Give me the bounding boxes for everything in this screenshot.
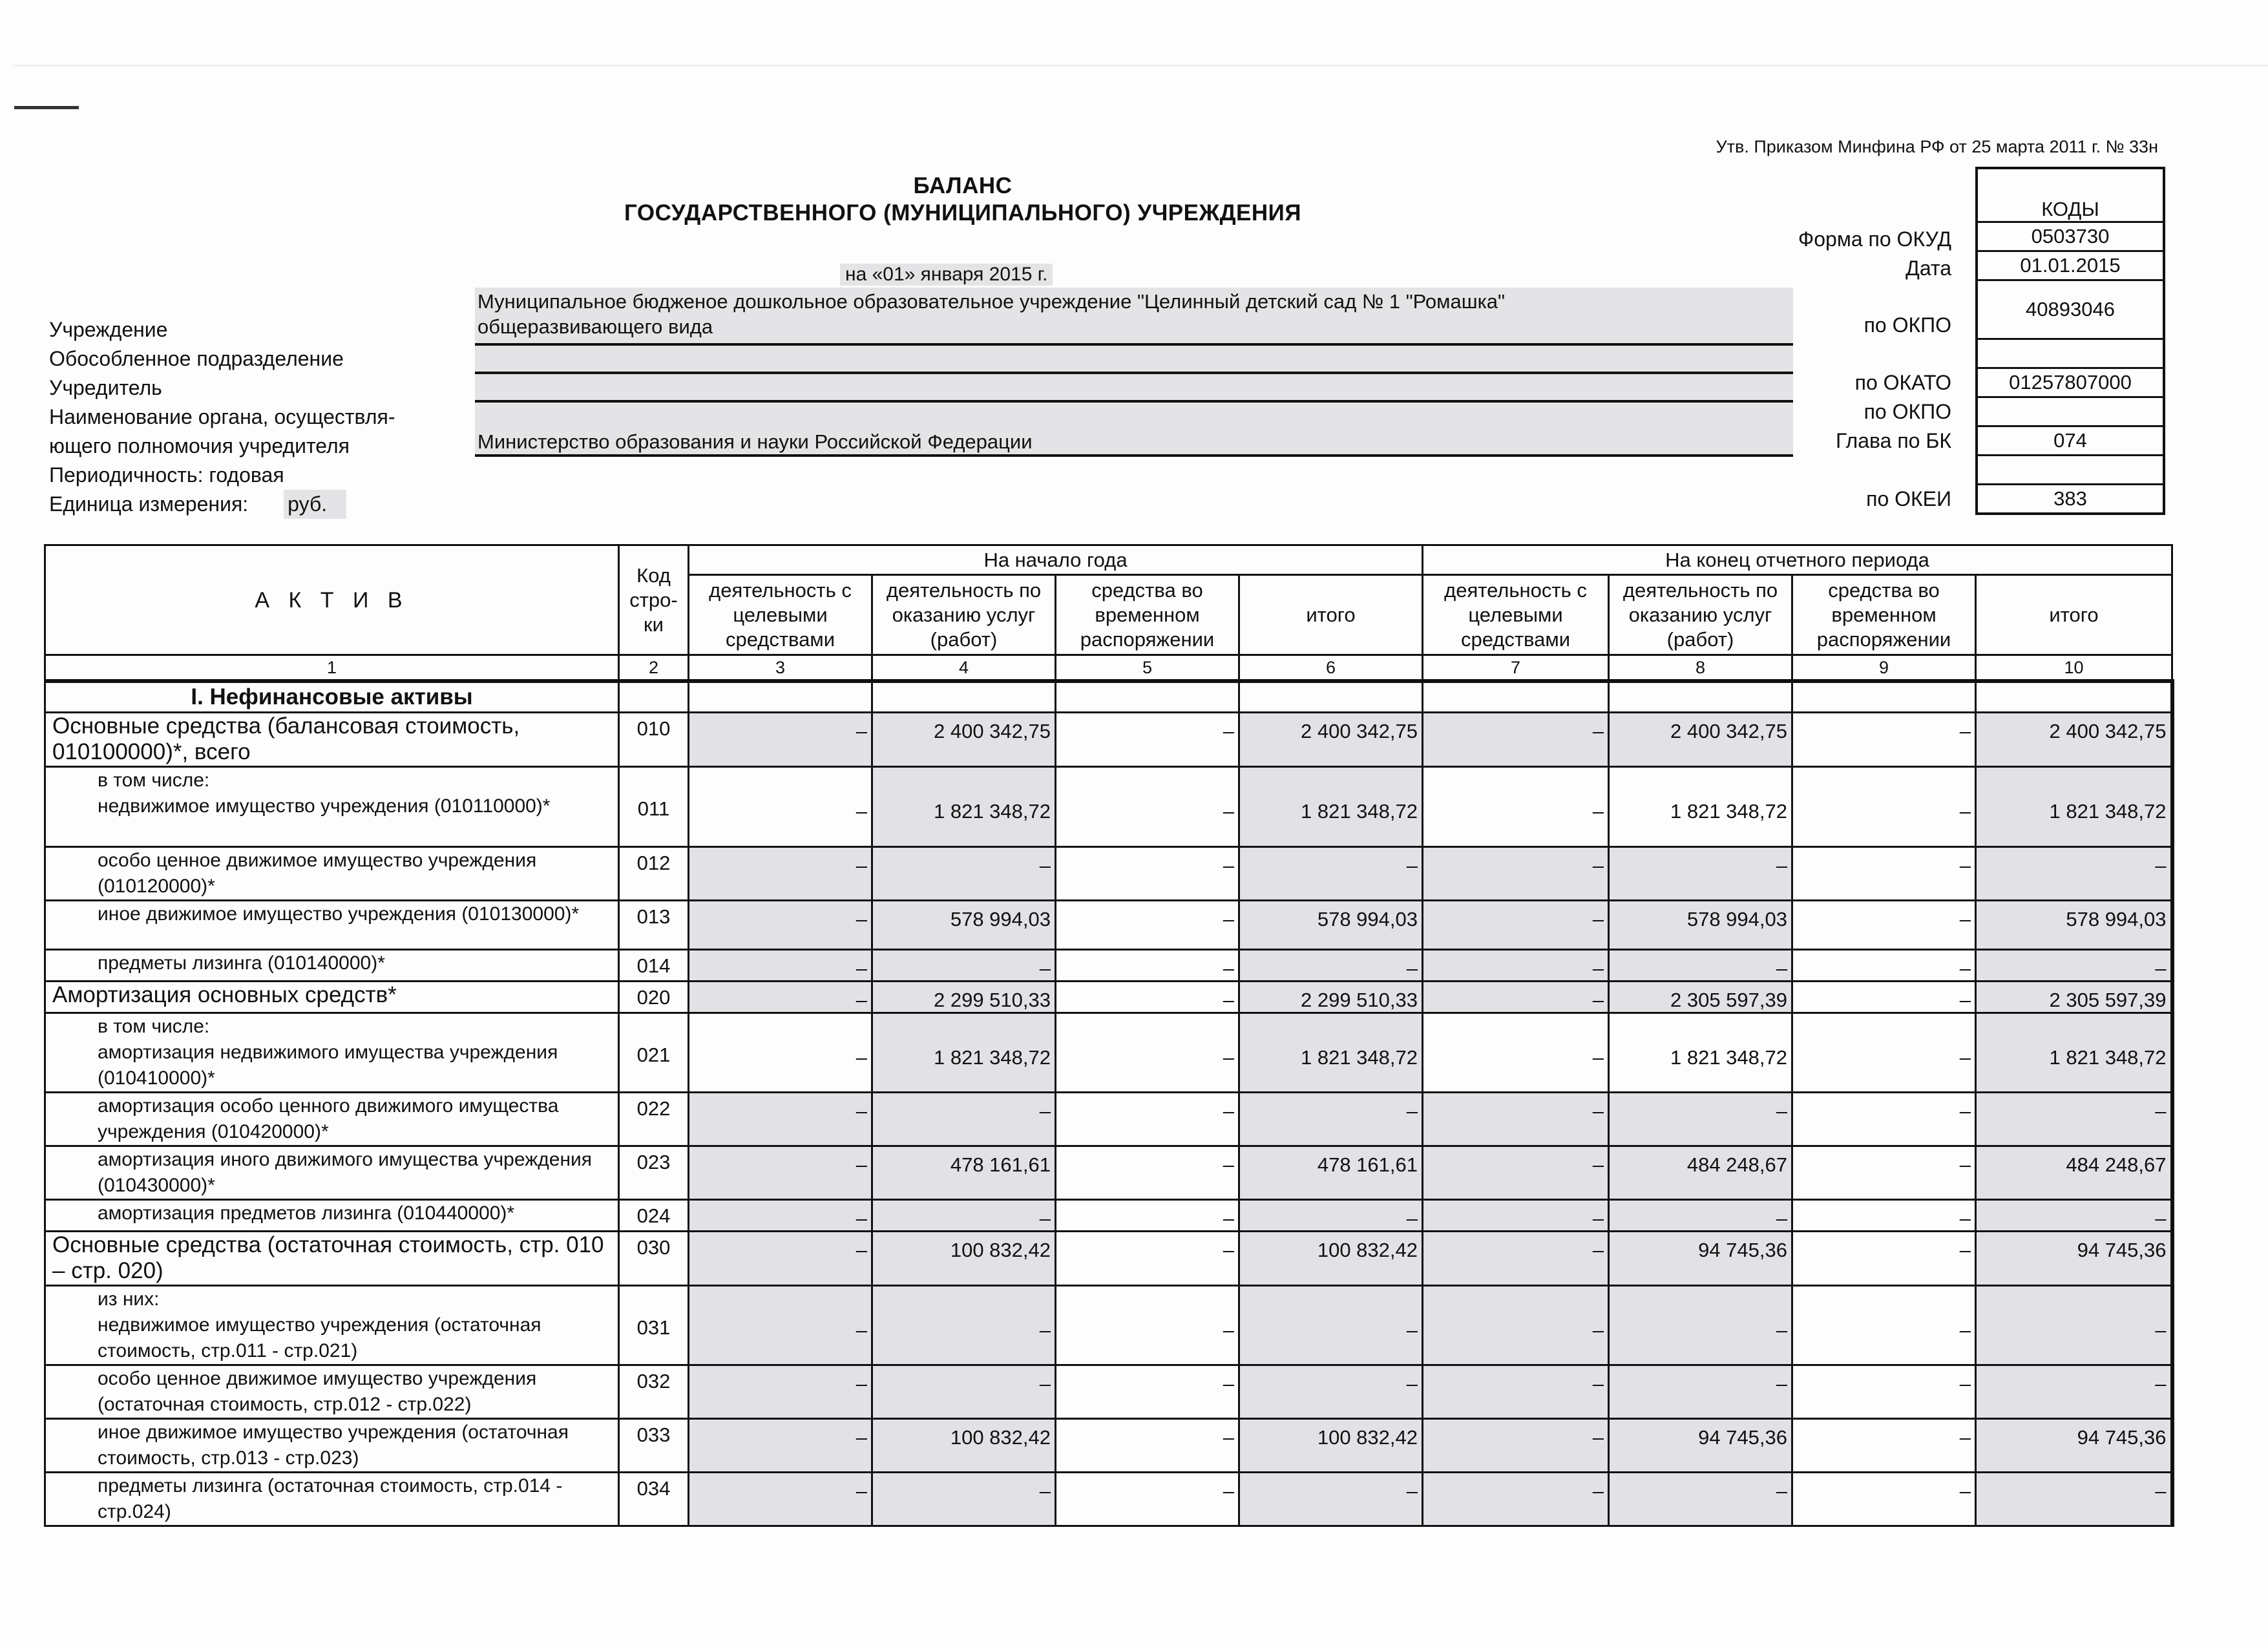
value-cell: 100 832,42 xyxy=(1239,1419,1423,1473)
label-unit xyxy=(49,490,395,519)
value-cell: – xyxy=(1976,1200,2172,1232)
value-cell: 1 821 348,72 xyxy=(1609,767,1792,847)
header-target-funds-end: деятельность с целевыми средствами xyxy=(1423,575,1609,655)
value-cell: – xyxy=(872,1473,1056,1526)
value-cell: – xyxy=(1056,767,1239,847)
row-label: амортизация предметов лизинга (010440000)* xyxy=(98,1203,515,1224)
value-cell: – xyxy=(1792,1473,1976,1526)
row-name xyxy=(45,1200,619,1232)
value-cell: – xyxy=(1239,1093,1423,1146)
field-institution xyxy=(475,288,1793,346)
value-cell: – xyxy=(1423,1146,1609,1200)
value-cell: – xyxy=(1792,1365,1976,1419)
col-num-3: 3 xyxy=(689,655,872,682)
value-cell: – xyxy=(1609,1093,1792,1146)
value-cell: – xyxy=(1423,950,1609,982)
table-row xyxy=(45,1093,2172,1146)
label-authority-2: ющего полномочия учредителя xyxy=(49,434,350,457)
value-cell: – xyxy=(1792,1232,1976,1286)
value-cell: – xyxy=(689,767,872,847)
value-cell: – xyxy=(1792,1146,1976,1200)
row-name xyxy=(45,767,619,847)
scan-edge-line xyxy=(13,65,2268,67)
value-cell: – xyxy=(689,1093,872,1146)
code-label-date: Дата xyxy=(1906,257,1951,280)
value-cell: – xyxy=(1423,901,1609,950)
section-row xyxy=(45,681,2172,713)
table-row xyxy=(45,1200,2172,1232)
section-title: I. Нефинансовые активы xyxy=(45,681,619,713)
row-name xyxy=(45,1419,619,1473)
unit-label: Единица измерения: xyxy=(49,492,249,516)
row-name xyxy=(45,982,619,1013)
value-cell: – xyxy=(1792,847,1976,901)
report-date: на «01» января 2015 г. xyxy=(840,264,1053,286)
value-cell: – xyxy=(689,1286,872,1365)
col-num-6: 6 xyxy=(1239,655,1423,682)
value-cell: 100 832,42 xyxy=(1239,1232,1423,1286)
label-periodicity: Периодичность: годовая xyxy=(49,463,284,487)
value-cell: – xyxy=(1976,847,2172,901)
value-cell: – xyxy=(1976,1473,2172,1526)
value-cell: 484 248,67 xyxy=(1976,1146,2172,1200)
value-cell: – xyxy=(1976,1365,2172,1419)
col-num-1: 1 xyxy=(45,655,619,682)
code-okei: 383 xyxy=(1978,483,2163,512)
value-cell: 100 832,42 xyxy=(872,1419,1056,1473)
value-cell: 2 305 597,39 xyxy=(1976,982,2172,1013)
code-glava-bk: 074 xyxy=(1978,425,2163,454)
value-cell: – xyxy=(689,1200,872,1232)
value-cell: 2 305 597,39 xyxy=(1609,982,1792,1013)
code-label-okpo-2: по ОКПО xyxy=(1864,400,1951,423)
value-cell: 578 994,03 xyxy=(872,901,1056,950)
approval-note: Утв. Приказом Минфина РФ от 25 марта 2011 г. № 33н xyxy=(1716,137,2158,156)
row-label: Амортизация основных средств* xyxy=(52,982,397,1007)
value-cell: – xyxy=(1056,1200,1239,1232)
header-temporary-funds-end: средства во временном распоряжении xyxy=(1792,575,1976,655)
row-label: особо ценное движимое имущество учреждения (остаточная стоимость, стр.012 - стр.022) xyxy=(98,1368,537,1415)
value-cell: – xyxy=(1056,901,1239,950)
value-cell: 1 821 348,72 xyxy=(1239,767,1423,847)
header-labels xyxy=(49,315,395,519)
value-cell: 94 745,36 xyxy=(1609,1419,1792,1473)
code-label-glava-bk: Глава по БК xyxy=(1836,429,1951,452)
value-cell: 2 400 342,75 xyxy=(1976,713,2172,767)
value-cell: 2 400 342,75 xyxy=(1609,713,1792,767)
value-cell: 1 821 348,72 xyxy=(872,1013,1056,1093)
value-cell: – xyxy=(1792,1419,1976,1473)
value-cell: – xyxy=(1056,950,1239,982)
value-cell: 578 994,03 xyxy=(1239,901,1423,950)
balance-table xyxy=(44,544,2174,1527)
institution-name-line2: общеразвивающего вида xyxy=(478,315,713,338)
value-cell: – xyxy=(689,1473,872,1526)
row-name xyxy=(45,1146,619,1200)
value-cell: 2 299 510,33 xyxy=(1239,982,1423,1013)
table-row xyxy=(45,713,2172,767)
value-cell: – xyxy=(1976,1286,2172,1365)
table-row xyxy=(45,1473,2172,1526)
col-num-10: 10 xyxy=(1976,655,2172,682)
row-code: 033 xyxy=(619,1419,689,1473)
value-cell: 1 821 348,72 xyxy=(1976,1013,2172,1093)
header-fields xyxy=(475,288,1793,457)
document-title: БАЛАНС xyxy=(913,173,1013,198)
header-aktiv: А К Т И В xyxy=(45,545,619,655)
authority-name: Министерство образования и науки Российской Федерации xyxy=(478,430,1033,453)
value-cell: – xyxy=(1609,950,1792,982)
header-temporary-funds: средства во временном распоряжении xyxy=(1056,575,1239,655)
col-num-4: 4 xyxy=(872,655,1056,682)
row-code: 013 xyxy=(619,901,689,950)
value-cell: 478 161,61 xyxy=(872,1146,1056,1200)
row-name xyxy=(45,1286,619,1365)
table-row xyxy=(45,1419,2172,1473)
value-cell: – xyxy=(1056,1232,1239,1286)
table-row xyxy=(45,1232,2172,1286)
value-cell: – xyxy=(689,950,872,982)
row-code: 032 xyxy=(619,1365,689,1419)
row-name xyxy=(45,901,619,950)
value-cell: – xyxy=(872,950,1056,982)
value-cell: – xyxy=(1423,1419,1609,1473)
row-code: 020 xyxy=(619,982,689,1013)
row-name xyxy=(45,713,619,767)
value-cell: 478 161,61 xyxy=(1239,1146,1423,1200)
row-label: иное движимое имущество учреждения (остаточная стоимость, стр.013 - стр.023) xyxy=(98,1422,569,1469)
row-label: предметы лизинга (остаточная стоимость, стр.014 - стр.024) xyxy=(98,1475,563,1522)
value-cell: 100 832,42 xyxy=(872,1232,1056,1286)
row-name xyxy=(45,1013,619,1093)
col-num-8: 8 xyxy=(1609,655,1792,682)
code-okpo: 40893046 xyxy=(1978,279,2163,338)
value-cell: – xyxy=(689,1232,872,1286)
value-cell: – xyxy=(1423,1365,1609,1419)
value-cell: 1 821 348,72 xyxy=(1239,1013,1423,1093)
value-cell: – xyxy=(872,1286,1056,1365)
code-okpo-2 xyxy=(1978,396,2163,425)
corner-mark xyxy=(14,106,79,109)
row-code: 023 xyxy=(619,1146,689,1200)
value-cell: – xyxy=(689,1013,872,1093)
table-row xyxy=(45,950,2172,982)
value-cell: – xyxy=(1609,1200,1792,1232)
value-cell: – xyxy=(689,713,872,767)
row-label: амортизация иного движимого имущества учреждения (010430000)* xyxy=(98,1149,593,1196)
value-cell: – xyxy=(1056,982,1239,1013)
value-cell: 1 821 348,72 xyxy=(1976,767,2172,847)
table-row xyxy=(45,767,2172,847)
value-cell: – xyxy=(1792,767,1976,847)
value-cell: – xyxy=(1056,1013,1239,1093)
value-cell: – xyxy=(689,847,872,901)
value-cell: – xyxy=(1239,1286,1423,1365)
value-cell: – xyxy=(872,1200,1056,1232)
value-cell: 2 400 342,75 xyxy=(1239,713,1423,767)
code-empty-1 xyxy=(1978,338,2163,367)
row-label: Основные средства (балансовая стоимость, 010100000)*, всего xyxy=(52,713,520,764)
value-cell: 94 745,36 xyxy=(1976,1232,2172,1286)
header-code: Код стро- ки xyxy=(619,545,689,655)
label-authority-1: Наименование органа, осуществля- xyxy=(49,405,395,428)
code-label-okato: по ОКАТО xyxy=(1854,371,1951,394)
row-name xyxy=(45,1093,619,1146)
label-institution: Учреждение xyxy=(49,318,168,341)
row-code: 012 xyxy=(619,847,689,901)
field-founder xyxy=(475,374,1793,403)
value-cell: 2 400 342,75 xyxy=(872,713,1056,767)
value-cell: – xyxy=(1423,1200,1609,1232)
value-cell: – xyxy=(1792,1013,1976,1093)
value-cell: 484 248,67 xyxy=(1609,1146,1792,1200)
value-cell: – xyxy=(1239,1365,1423,1419)
col-num-5: 5 xyxy=(1056,655,1239,682)
code-empty-2 xyxy=(1978,454,2163,483)
header-end-period: На конец отчетного периода xyxy=(1423,545,2172,575)
row-name xyxy=(45,1232,619,1286)
value-cell: – xyxy=(1792,1093,1976,1146)
row-name xyxy=(45,1473,619,1526)
value-cell: – xyxy=(1609,1286,1792,1365)
value-cell: – xyxy=(872,1093,1056,1146)
value-cell: – xyxy=(689,982,872,1013)
row-label: амортизация недвижимого имущества учреждения (010410000)* xyxy=(98,1042,558,1089)
value-cell: – xyxy=(1056,1146,1239,1200)
label-subdivision: Обособленное подразделение xyxy=(49,347,344,370)
value-cell: 94 745,36 xyxy=(1976,1419,2172,1473)
value-cell: – xyxy=(1239,1473,1423,1526)
row-name xyxy=(45,847,619,901)
value-cell: – xyxy=(689,1365,872,1419)
row-label: недвижимое имущество учреждения (010110000)* xyxy=(98,795,551,817)
value-cell: 94 745,36 xyxy=(1609,1232,1792,1286)
header-services-end: деятельность по оказанию услуг (работ) xyxy=(1609,575,1792,655)
col-num-7: 7 xyxy=(1423,655,1609,682)
col-num-9: 9 xyxy=(1792,655,1976,682)
code-okud: 0503730 xyxy=(1978,221,2163,250)
value-cell: 578 994,03 xyxy=(1609,901,1792,950)
table-row xyxy=(45,982,2172,1013)
value-cell: – xyxy=(1056,1473,1239,1526)
field-subdivision xyxy=(475,346,1793,374)
table-row xyxy=(45,847,2172,901)
value-cell: 2 299 510,33 xyxy=(872,982,1056,1013)
row-code: 014 xyxy=(619,950,689,982)
value-cell: – xyxy=(689,1146,872,1200)
document-subtitle: ГОСУДАРСТВЕННОГО (МУНИЦИПАЛЬНОГО) УЧРЕЖДЕНИЯ xyxy=(624,200,1301,226)
row-code: 034 xyxy=(619,1473,689,1526)
row-code: 021 xyxy=(619,1013,689,1093)
value-cell: – xyxy=(1792,713,1976,767)
value-cell: – xyxy=(1423,982,1609,1013)
value-cell: – xyxy=(1056,1365,1239,1419)
row-prefix: в том числе: xyxy=(98,770,210,791)
value-cell: – xyxy=(689,901,872,950)
row-code: 030 xyxy=(619,1232,689,1286)
institution-name-line1: Муниципальное бюдженое дошкольное образовательное учреждение "Целинный детский сад № 1 "Ромашка" xyxy=(478,290,1506,313)
label-founder: Учредитель xyxy=(49,376,162,399)
value-cell: – xyxy=(1423,713,1609,767)
codes-box xyxy=(1975,167,2165,515)
row-code: 031 xyxy=(619,1286,689,1365)
value-cell: – xyxy=(1609,1365,1792,1419)
code-label-okei: по ОКЕИ xyxy=(1866,487,1951,510)
value-cell: – xyxy=(1609,847,1792,901)
header-target-funds: деятельность с целевыми средствами xyxy=(689,575,872,655)
unit-value: руб. xyxy=(284,490,346,519)
value-cell: – xyxy=(1792,982,1976,1013)
table-row xyxy=(45,901,2172,950)
header-total: итого xyxy=(1239,575,1423,655)
value-cell: 578 994,03 xyxy=(1976,901,2172,950)
value-cell: – xyxy=(1056,847,1239,901)
row-name xyxy=(45,1365,619,1419)
row-code: 010 xyxy=(619,713,689,767)
row-prefix: из них: xyxy=(98,1288,160,1310)
row-prefix: в том числе: xyxy=(98,1016,210,1037)
value-cell: – xyxy=(1423,1093,1609,1146)
row-label: недвижимое имущество учреждения (остаточная стоимость, стр.011 - стр.021) xyxy=(98,1314,541,1361)
value-cell: – xyxy=(1423,1232,1609,1286)
row-label: иное движимое имущество учреждения (010130000)* xyxy=(98,903,580,925)
codes-header: КОДЫ xyxy=(2041,198,2099,220)
table-row xyxy=(45,1013,2172,1093)
row-label: амортизация особо ценного движимого имущества учреждения (010420000)* xyxy=(98,1095,559,1142)
value-cell: – xyxy=(1792,1200,1976,1232)
value-cell: – xyxy=(1976,1093,2172,1146)
field-authority xyxy=(475,403,1793,457)
row-label: предметы лизинга (010140000)* xyxy=(98,952,385,974)
value-cell: – xyxy=(1056,1093,1239,1146)
value-cell: – xyxy=(1239,950,1423,982)
row-label: Основные средства (остаточная стоимость, стр. 010 – стр. 020) xyxy=(52,1232,604,1283)
value-cell: 1 821 348,72 xyxy=(872,767,1056,847)
value-cell: – xyxy=(1423,1013,1609,1093)
row-code: 011 xyxy=(619,767,689,847)
col-num-2: 2 xyxy=(619,655,689,682)
row-label: особо ценное движимое имущество учреждения (010120000)* xyxy=(98,850,537,897)
code-okato: 01257807000 xyxy=(1978,367,2163,396)
header-services: деятельность по оказанию услуг (работ) xyxy=(872,575,1056,655)
value-cell: – xyxy=(872,1365,1056,1419)
value-cell: – xyxy=(1056,1419,1239,1473)
table-row xyxy=(45,1286,2172,1365)
code-label-okud: Форма по ОКУД xyxy=(1798,227,1951,251)
row-code: 024 xyxy=(619,1200,689,1232)
value-cell: – xyxy=(1056,713,1239,767)
row-name xyxy=(45,950,619,982)
header-start-period: На начало года xyxy=(689,545,1423,575)
code-date: 01.01.2015 xyxy=(1978,250,2163,279)
value-cell: – xyxy=(1423,767,1609,847)
value-cell: – xyxy=(1423,847,1609,901)
table-row xyxy=(45,1146,2172,1200)
value-cell: – xyxy=(1792,950,1976,982)
value-cell: – xyxy=(689,1419,872,1473)
header-total-end: итого xyxy=(1976,575,2172,655)
row-code: 022 xyxy=(619,1093,689,1146)
value-cell: – xyxy=(1792,1286,1976,1365)
value-cell: – xyxy=(1423,1286,1609,1365)
value-cell: – xyxy=(1239,1200,1423,1232)
value-cell: 1 821 348,72 xyxy=(1609,1013,1792,1093)
value-cell: – xyxy=(1056,1286,1239,1365)
value-cell: – xyxy=(1792,901,1976,950)
value-cell: – xyxy=(1239,847,1423,901)
value-cell: – xyxy=(872,847,1056,901)
value-cell: – xyxy=(1609,1473,1792,1526)
value-cell: – xyxy=(1423,1473,1609,1526)
table-row xyxy=(45,1365,2172,1419)
value-cell: – xyxy=(1976,950,2172,982)
code-label-okpo: по ОКПО xyxy=(1864,313,1951,337)
